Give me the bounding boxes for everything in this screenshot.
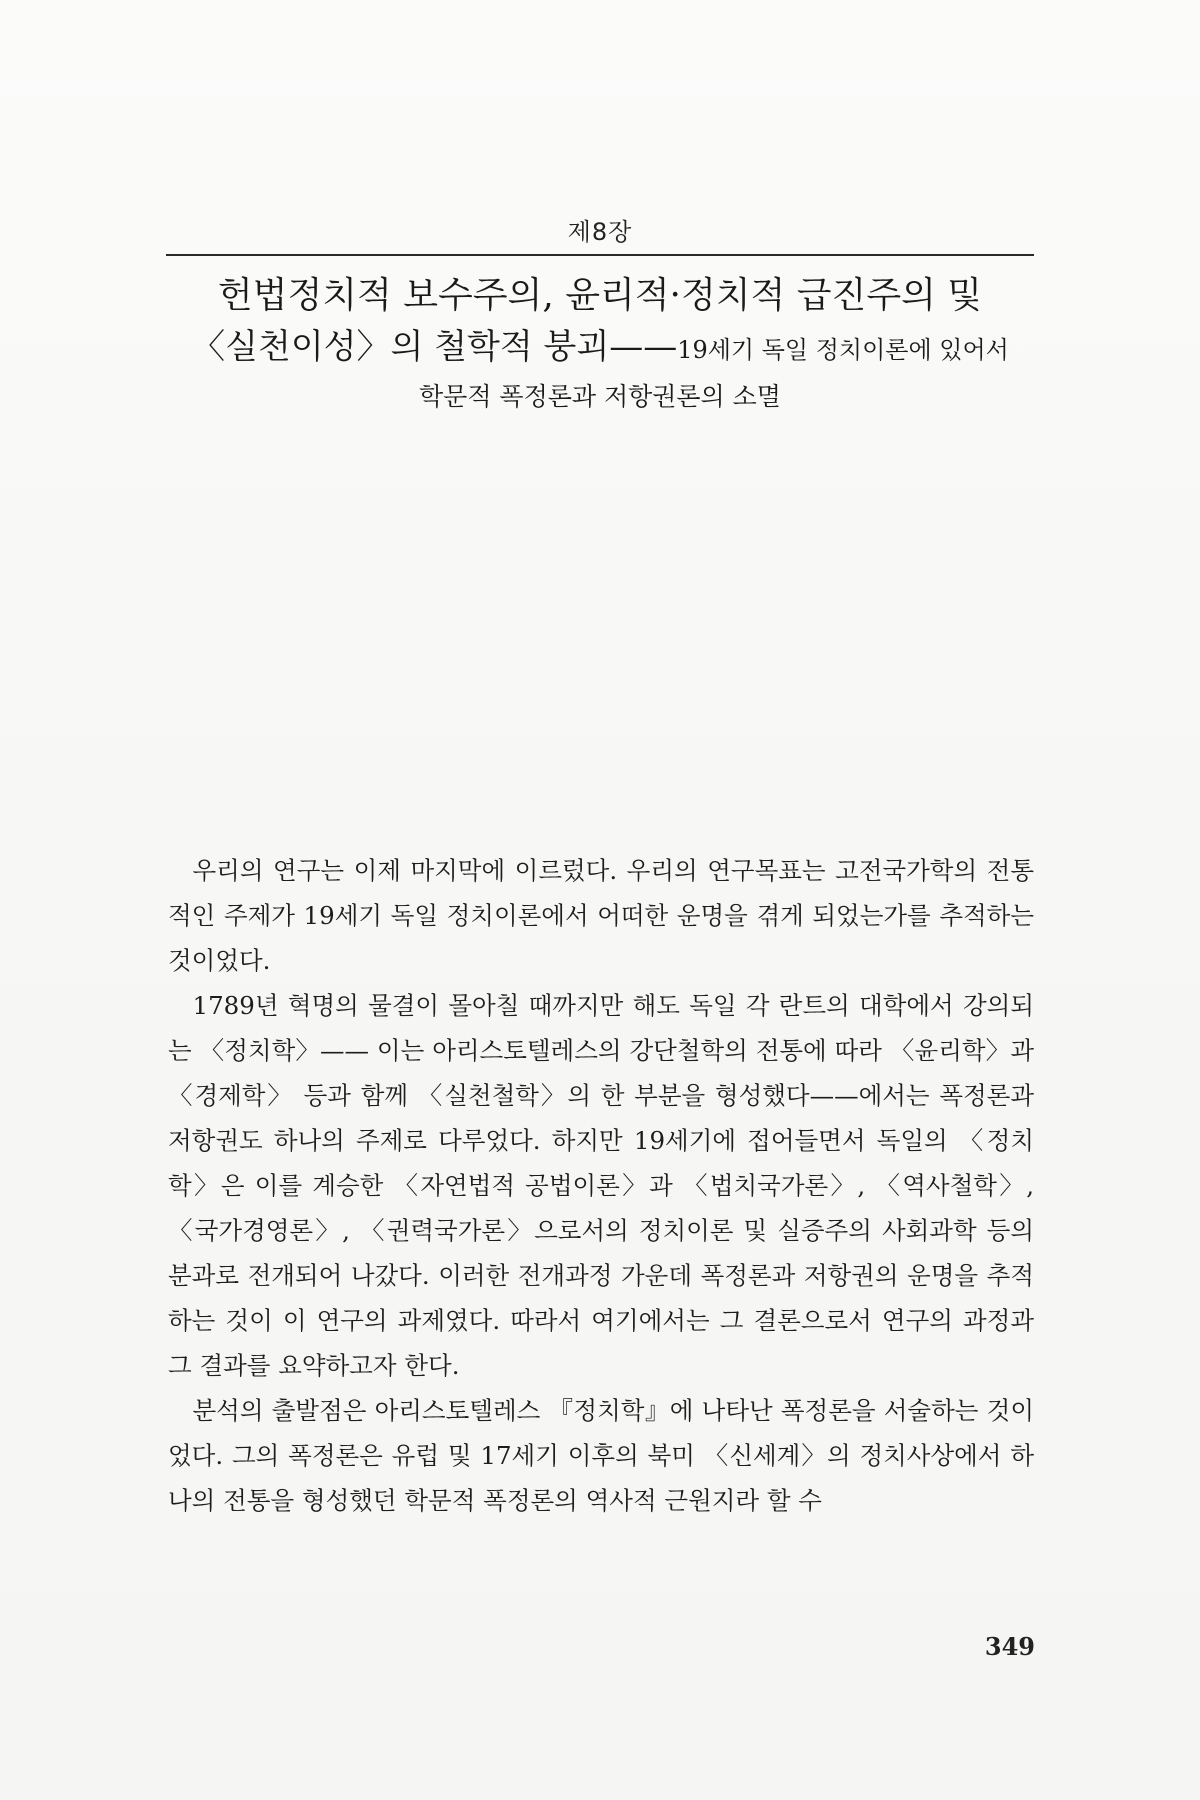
subtitle-part-1: 19세기 독일 정치이론에 있어서 xyxy=(677,336,1009,364)
paragraph-1: 우리의 연구는 이제 마지막에 이르렀다. 우리의 연구목표는 고전국가학의 전통적인 주제가 19세기 독일 정치이론에서 어떠한 운명을 겪게 되었는가를 추적하는 것이었다. xyxy=(168,856,1034,975)
title-dash: —— xyxy=(609,327,678,367)
chapter-label: 제8장 xyxy=(567,218,633,246)
chapter-title xyxy=(150,270,1050,419)
paragraph-2: 1789년 혁명의 물결이 몰아칠 때까지만 해도 독일 각 란트의 대학에서 강의되는 〈정치학〉—— 이는 아리스토텔레스의 강단철학의 전통에 따라 〈윤리학〉과 〈경제학〉 등과 함께 〈실천철학〉의 한 부분을 형성했다——에서는 폭정론과 저항권도 하나의 주제로 다루었다. 하지만 19세기에 접어들면서 독일의 〈정치학〉은 이를 계승한 〈자연법적 공법이론〉과 〈법치국가론〉, 〈역사철학〉, 〈국가경영론〉, 〈권력국가론〉으로서의 정치이론 및 실증주의 사회과학 등의 분과로 전개되어 나갔다. 이러한 전개과정 가운데 폭정론과 저항권의 운명을 추적하는 것이 이 연구의 과제였다. 따라서 여기에서는 그 결론으로서 연구의 과정과 그 결과를 요약하고자 한다. xyxy=(168,991,1034,1380)
page-number: 349 xyxy=(984,1632,1035,1661)
paragraph-3: 분석의 출발점은 아리스토텔레스 『정치학』에 나타난 폭정론을 서술하는 것이었다. 그의 폭정론은 유럽 및 17세기 이후의 북미 〈신세계〉의 정치사상에서 하나의 전통을 형성했던 학문적 폭정론의 역사적 근원지라 할 수 xyxy=(168,1396,1034,1515)
header-rule xyxy=(166,254,1034,256)
subtitle-part-2: 학문적 폭정론과 저항권론의 소멸 xyxy=(419,382,781,411)
title-line-2 xyxy=(150,322,1050,375)
title-line-1: 헌법정치적 보수주의, 윤리적·정치적 급진주의 및 xyxy=(217,275,983,316)
body-text xyxy=(168,848,1034,1523)
title-line-2-main: 〈실천이성〉의 철학적 붕괴 xyxy=(191,327,610,367)
